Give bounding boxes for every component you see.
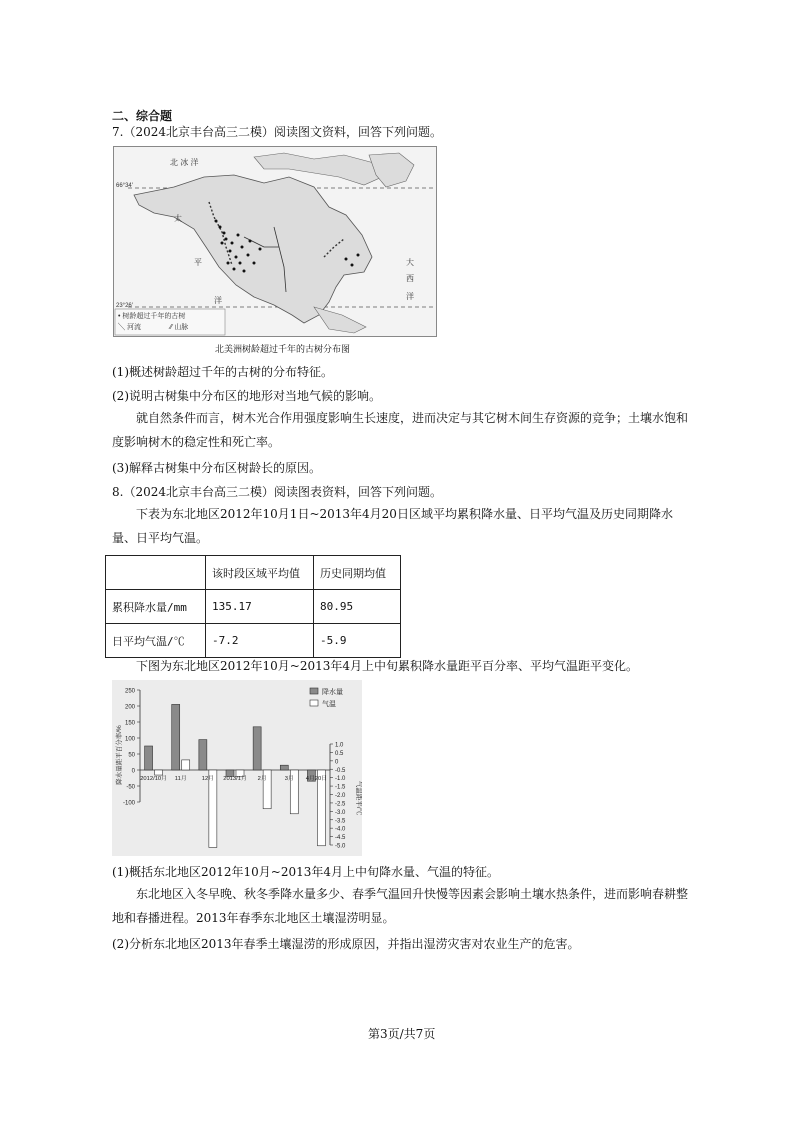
right-tick-label: -1.0 [335, 776, 346, 783]
table-cell: 累积降水量/mm [106, 590, 206, 624]
table-row [106, 590, 401, 624]
category-label: 2月 [257, 776, 267, 782]
right-tick-label: -1.5 [335, 784, 346, 791]
precip-bar [253, 727, 261, 770]
pacific-label-1: 太 [174, 214, 182, 223]
question-8-paragraph-3: 东北地区入冬早晚、秋冬季降水量多少、春季气温回升快慢等因素会影响土壤水热条件，进而影响春耕整地和春播进程。2013年春季东北地区土壤湿涝明显。 [112, 887, 689, 925]
table-header-cell: 该时段区域平均值 [206, 556, 314, 590]
left-axis-title: 降水量距平百分率/% [116, 725, 123, 785]
table-cell: -7.2 [206, 624, 314, 658]
legend-temp-label: 气温 [322, 701, 336, 708]
category-label: 3月 [284, 776, 294, 782]
right-tick-label: 0 [335, 759, 339, 766]
question-8-paragraph-1: 下表为东北地区2012年10月1日~2013年4月20日区域平均累积降水量、日平均气温及历史同期降水量、日平均气温。 [112, 507, 673, 545]
question-7-sub2: (2)说明古树集中分布区的地形对当地气候的影响。 [112, 389, 381, 403]
right-tick-label: 1.0 [335, 742, 344, 749]
right-tick-label: -4.5 [335, 835, 346, 842]
right-tick-label: 0.5 [335, 750, 344, 757]
right-axis-title: 气温距平/℃ [355, 780, 362, 816]
table-header-cell [106, 556, 206, 590]
legend-precip-swatch [310, 688, 318, 694]
right-tick-label: -0.5 [335, 767, 346, 774]
atlantic-label-3: 洋 [406, 292, 414, 301]
arctic-circle-label: 66°34′ [116, 183, 133, 189]
right-tick-label: -2.5 [335, 801, 346, 808]
north-america-map [113, 146, 437, 337]
legend-trees: • 树龄超过千年的古树 [118, 313, 186, 320]
legend-precip-label: 降水量 [322, 689, 343, 696]
category-label: 11月 [174, 776, 187, 782]
right-tick-label: -4.0 [335, 826, 346, 833]
anomaly-chart [112, 680, 362, 856]
map-caption: 北美洲树龄超过千年的古树分布图 [215, 344, 351, 354]
tropic-label: 23°26′ [116, 303, 133, 309]
question-7-paragraph: 就自然条件而言，树木光合作用强度影响生长速度，进而决定与其它树木间生存资源的竞争；土壤水饱和度影响树木的稳定性和死亡率。 [112, 411, 689, 449]
question-8-paragraph-2: 下图为东北地区2012年10月~2013年4月上中旬累积降水量距平百分率、平均气温距平变化。 [136, 659, 639, 673]
chart-svg [112, 680, 362, 856]
precip-bar [280, 765, 288, 770]
table-cell: 80.95 [314, 590, 401, 624]
table-cell: 135.17 [206, 590, 314, 624]
left-tick-label: 150 [124, 720, 135, 727]
precip-bar [145, 746, 153, 770]
category-label: 2013/1月 [223, 776, 247, 782]
left-tick-label: 50 [128, 752, 135, 759]
temp-bar [155, 770, 163, 775]
question-8-sub1: (1)概括东北地区2012年10月~2013年4月上中旬降水量、气温的特征。 [112, 865, 500, 879]
left-tick-label: -100 [122, 800, 135, 807]
data-table [105, 555, 401, 658]
left-tick-label: 200 [124, 704, 135, 711]
map-graphic [114, 147, 436, 336]
atlantic-label-1: 大 [406, 258, 414, 267]
page-footer: 第3页/共7页 [368, 1027, 436, 1041]
question-7-sub3: (3)解释古树集中分布区树龄长的原因。 [112, 461, 321, 475]
question-8-intro: 8.（2024北京丰台高三二模）阅读图表资料，回答下列问题。 [112, 485, 442, 499]
category-label: 4月20日 [305, 776, 328, 782]
question-8-sub2: (2)分析东北地区2013年春季土壤湿涝的形成原因，并指出湿涝灾害对农业生产的危害。 [112, 937, 580, 951]
question-7-sub1: (1)概述树龄超过千年的古树的分布特征。 [112, 365, 333, 379]
temp-bar [182, 760, 190, 770]
legend-river: ╲ 河流 [118, 324, 141, 331]
right-tick-label: -5.0 [335, 843, 346, 850]
table-header-row [106, 556, 401, 590]
question-7-intro: 7.（2024北京丰台高三二模）阅读图文资料，回答下列问题。 [112, 125, 442, 139]
table-row [106, 624, 401, 658]
right-tick-label: -3.0 [335, 809, 346, 816]
left-tick-label: 250 [124, 688, 135, 695]
legend-mountain: ⁄⁄ 山脉 [170, 324, 189, 331]
right-tick-label: -3.5 [335, 818, 346, 825]
atlantic-label-2: 西 [406, 274, 414, 283]
table-cell: -5.9 [314, 624, 401, 658]
section-title: 二、综合题 [112, 109, 173, 123]
category-label: 2012/10月 [140, 776, 167, 782]
precip-bar [199, 740, 207, 770]
table-header-cell: 历史同期均值 [314, 556, 401, 590]
legend-temp-swatch [310, 700, 318, 706]
left-tick-label: -50 [126, 784, 135, 791]
right-tick-label: -2.0 [335, 793, 346, 799]
category-label: 12月 [201, 776, 214, 782]
precip-bar [172, 704, 180, 770]
pacific-label-2: 平 [194, 258, 202, 267]
left-tick-label: 0 [131, 768, 135, 775]
table-cell: 日平均气温/℃ [106, 624, 206, 658]
pacific-label-3: 洋 [214, 296, 222, 305]
left-tick-label: 100 [124, 736, 135, 743]
arctic-ocean-label: 北 冰 洋 [170, 158, 199, 167]
